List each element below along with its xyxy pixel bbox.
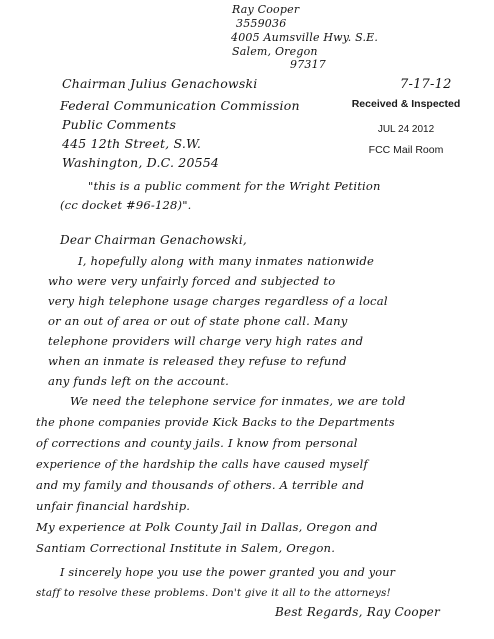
salutation: Dear Chairman Genachowski, [60, 233, 247, 247]
body-line: of corrections and county jails. I know from personal [36, 436, 358, 450]
body-line: or an out of area or out of state phone call. Many [48, 314, 348, 328]
body-line: experience of the hardship the calls have caused myself [36, 458, 368, 471]
recipient-org: Federal Communication Commission [60, 98, 300, 113]
closing-signature: Best Regards, Ray Cooper [275, 605, 440, 619]
body-line: staff to resolve these problems. Don't give it all to the attorneys! [36, 587, 391, 599]
body-line: Santiam Correctional Institute in Salem, Oregon. [36, 541, 336, 555]
body-line: unfair financial hardship. [36, 499, 191, 513]
body-line: who were very unfairly forced and subjected to [48, 274, 336, 288]
subject-line-2: (cc docket #96-128)". [60, 198, 192, 212]
recipient-name: Chairman Julius Genachowski [62, 76, 258, 91]
body-line: when an inmate is released they refuse to refund [48, 354, 347, 368]
sender-name: Ray Cooper [232, 3, 300, 16]
subject-line-1: "this is a public comment for the Wright Petition [88, 179, 381, 193]
recipient-street: 445 12th Street, S.W. [62, 136, 202, 151]
sender-street: 4005 Aumsville Hwy. S.E. [231, 31, 379, 44]
body-line: My experience at Polk County Jail in Dallas, Oregon and [36, 520, 378, 534]
body-line: any funds left on the account. [48, 374, 230, 388]
recipient-dept: Public Comments [62, 117, 177, 132]
body-line: We need the telephone service for inmates, we are told [70, 394, 406, 408]
recipient-city: Washington, D.C. 20554 [62, 155, 220, 170]
body-line: I, hopefully along with many inmates nationwide [78, 254, 375, 268]
body-line: I sincerely hope you use the power granted you and your [60, 566, 396, 579]
body-line: the phone companies provide Kick Backs to the Departments [36, 416, 395, 429]
body-line: telephone providers will charge very high rates and [48, 334, 364, 348]
sender-id: 3559036 [236, 17, 287, 30]
body-line: and my family and thousands of others. A terrible and [36, 478, 365, 492]
stamp-title: Received & Inspected [351, 98, 461, 110]
sender-zip: 97317 [290, 58, 326, 71]
stamp-room: FCC Mail Room [368, 144, 444, 156]
body-line: very high telephone usage charges regardless of a local [48, 294, 388, 308]
stamp-date: JUL 24 2012 [377, 124, 435, 135]
sender-city: Salem, Oregon [232, 45, 318, 58]
letter-date: 7-17-12 [400, 77, 452, 92]
